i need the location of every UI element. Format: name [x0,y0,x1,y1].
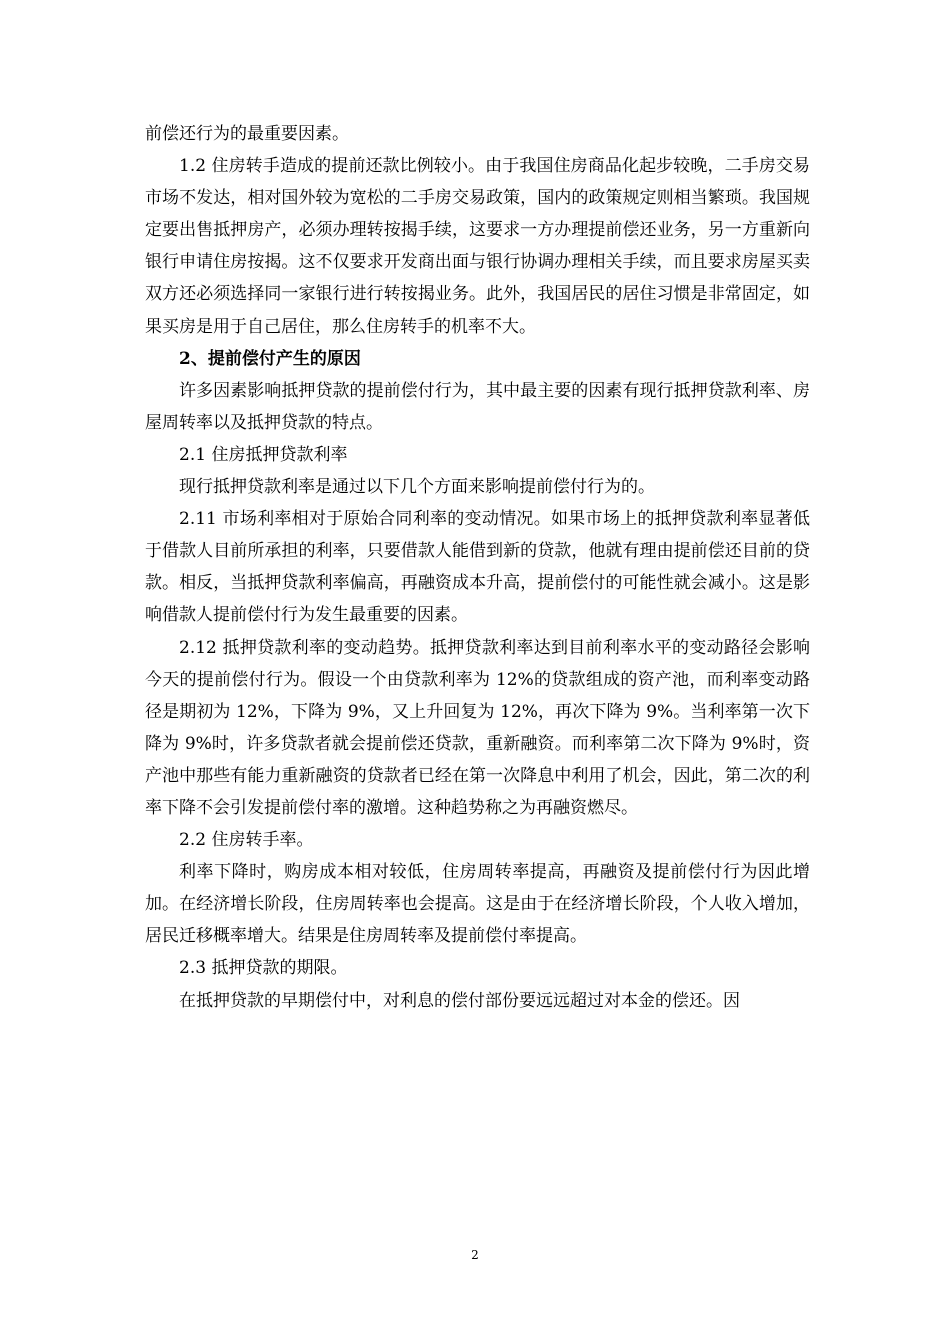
subsection-heading: 2.1 住房抵押贷款利率 [179,444,348,465]
paragraph: 1.2 住房转手造成的提前还款比例较小。由于我国住房商品化起步较晚，二手房交易市场不发达，相对国外较为宽松的二手房交易政策，国内的政策规定则相当繁琐。我国规定要出售抵押房产，必须办理转按揭手续，这要求一方办理提前偿还业务，另一方重新向银行申请住房按揭。这不仅要求开发商出面与银行协调办理相关手续，而且要求房屋买卖双方还必须选择同一家银行进行转按揭业务。此外，我国居民的居住习惯是非常固定，如果买房是用于自己居住，那么住房转手的机率不大。 [145,156,810,337]
paragraph: 许多因素影响抵押贷款的提前偿付行为，其中最主要的因素有现行抵押贷款利率、房屋周转率以及抵押贷款的特点。 [145,380,810,433]
paragraph: 在抵押贷款的早期偿付中，对利息的偿付部份要远远超过对本金的偿还。因 [179,990,740,1011]
subsection-heading: 2.2 住房转手率。 [179,830,314,851]
paragraph: 2.12 抵押贷款利率的变动趋势。抵押贷款利率达到目前利率水平的变动路径会影响今天的提前偿付行为。假设一个由贷款利率为 12%的贷款组成的资产池，而利率变动路径是期初为 12%，下降为 9%，又上升回复为 12%，再次下降为 9%。当利率第一次下降为 9%时，许多贷款者就会提前偿还贷款，重新融资。而利率第二次下降为 9%时，资产池中那些有能力重新融资的贷款者已经在第一次降息中利用了机会，因此，第二次的利率下降不会引发提前偿付率的激增。这种趋势称之为再融资燃尽。 [145,637,810,818]
subsection-heading: 2.3 抵押贷款的期限。 [179,958,348,979]
paragraph: 前偿还行为的最重要因素。 [145,124,349,144]
paragraph: 2.11 市场利率相对于原始合同利率的变动情况。如果市场上的抵押贷款利率显著低于借款人目前所承担的利率，只要借款人能借到新的贷款，他就有理由提前偿还目前的贷款。相反，当抵押贷款利率偏高，再融资成本升高，提前偿付的可能性就会减小。这是影响借款人提前偿付行为发生最重要的因素。 [145,509,810,626]
paragraph: 利率下降时，购房成本相对较低，住房周转率提高，再融资及提前偿付行为因此增加。在经济增长阶段，住房周转率也会提高。这是由于在经济增长阶段，个人收入增加，居民迁移概率增大。结果是住房周转率及提前偿付率提高。 [145,862,810,947]
page-number: 2 [471,1248,479,1262]
paragraph: 现行抵押贷款利率是通过以下几个方面来影响提前偿付行为的。 [179,477,655,498]
section-heading: 2、提前偿付产生的原因 [179,348,361,369]
body-text [145,118,810,1017]
